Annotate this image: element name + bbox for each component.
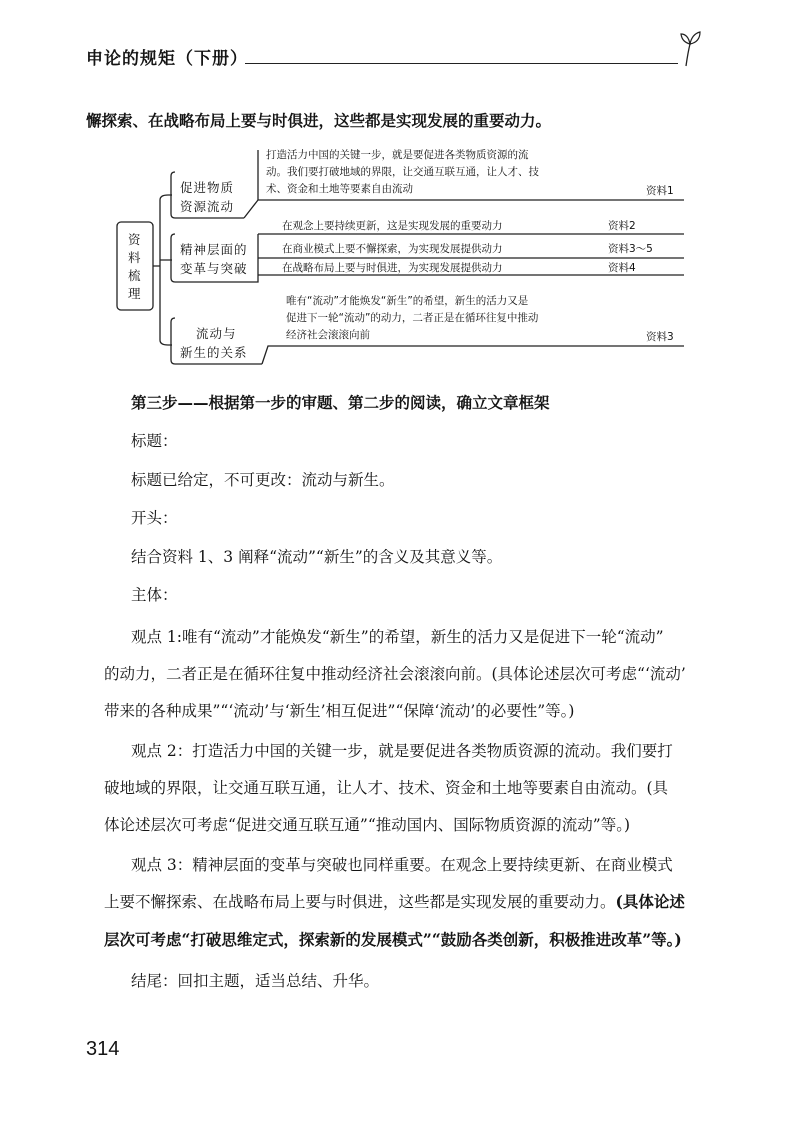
page-number: 314 [86,1038,120,1060]
body-label: 主体： [131,586,178,604]
point2-line: 体论述层次可考虑“促进交通互联互通”“推动国内、国际物质资源的流动”等。) [104,816,630,834]
point2-line: 观点 2：打造活力中国的关键一步，就是要促进各类物质资源的流动。我们要打 [131,742,673,760]
point1-line: 的动力，二者正是在循环往复中推动经济社会滚滚向前。(具体论述层次可考虑“‘流动’ [104,665,686,683]
continuation-line: 懈探索、在战略布局上要与时俱进，这些都是实现发展的重要动力。 [86,112,552,130]
branch-2-item-source: 资料2 [608,220,636,232]
branch-2-label-line-2: 变革与突破 [180,261,248,276]
point3-line-2-text: 上要不懈探索、在战略布局上要与时俱进，这些都是实现发展的重要动力。 [104,893,616,911]
branch-1-source: 资料1 [646,185,674,197]
branch-2-item-source: 资料3～5 [608,243,653,255]
branch-1-text-line: 术、资金和土地等要素自由流动 [266,183,413,195]
point3-line-2-bold: (具体论述 [615,892,685,911]
branch-2-item-source: 资料4 [608,262,636,274]
point1-line: 带来的各种成果”“‘流动’与‘新生’相互促进”“保障‘流动’的必要性”等。) [104,702,575,720]
branch-3-text-line: 唯有“流动”才能焕发“新生”的希望，新生的活力又是 [286,295,529,307]
opening-text: 结合资料 1、3 阐释“流动”“新生”的含义及其意义等。 [131,548,503,566]
branch-2-item-text: 在观念上要持续更新，这是实现发展的重要动力 [282,220,503,232]
branch-2-label-line-1: 精神层面的 [180,242,248,257]
root-node-label: 资料梳理 [128,232,142,301]
branch-1-label-line-2: 资源流动 [180,199,235,214]
point2-line: 破地域的界限，让交通互联互通，让人才、技术、资金和土地等要素自由流动。(具 [104,779,669,797]
point1-line: 观点 1:唯有“流动”才能焕发“新生”的希望，新生的活力又是促进下一轮“流动” [131,628,664,646]
branch-3-text-line: 促进下一轮“流动”的动力，二者正是在循环往复中推动 [286,312,539,324]
title-label: 标题： [131,432,178,450]
point3-line: 观点 3：精神层面的变革与突破也同样重要。在观念上要持续更新、在商业模式 [131,856,673,874]
point3-line: 层次可考虑“打破思维定式，探索新的发展模式”“鼓励各类创新，积极推进改革”等。) [104,930,682,949]
branch-2-item-text: 在商业模式上要不懈探索，为实现发展提供动力 [282,243,503,255]
branch-3-label-line-1: 流动与 [196,326,237,341]
title-given-line: 标题已给定，不可更改：流动与新生。 [131,471,395,489]
ending-line: 结尾：回扣主题，适当总结、升华。 [131,972,380,990]
branch-1-text-line: 打造活力中国的关键一步，就是要促进各类物质资源的流 [266,149,529,161]
branch-3-text-line: 经济社会滚滚向前 [286,329,370,341]
branch-2-item-text: 在战略布局上要与时俱进，为实现发展提供动力 [282,262,503,274]
running-header-title: 申论的规矩（下册） [86,49,248,69]
branch-1-label-line-1: 促进物质 [180,180,235,195]
branch-3-label-line-2: 新生的关系 [180,345,248,360]
point3-line [104,892,685,912]
step3-heading: 第三步——根据第一步的审题、第二步的阅读，确立文章框架 [131,394,550,412]
branch-1-text-line: 动。我们要打破地域的界限，让交通互联互通，让人才、技 [266,166,539,178]
branch-3-source: 资料3 [646,331,674,343]
opening-label: 开头： [131,509,178,527]
